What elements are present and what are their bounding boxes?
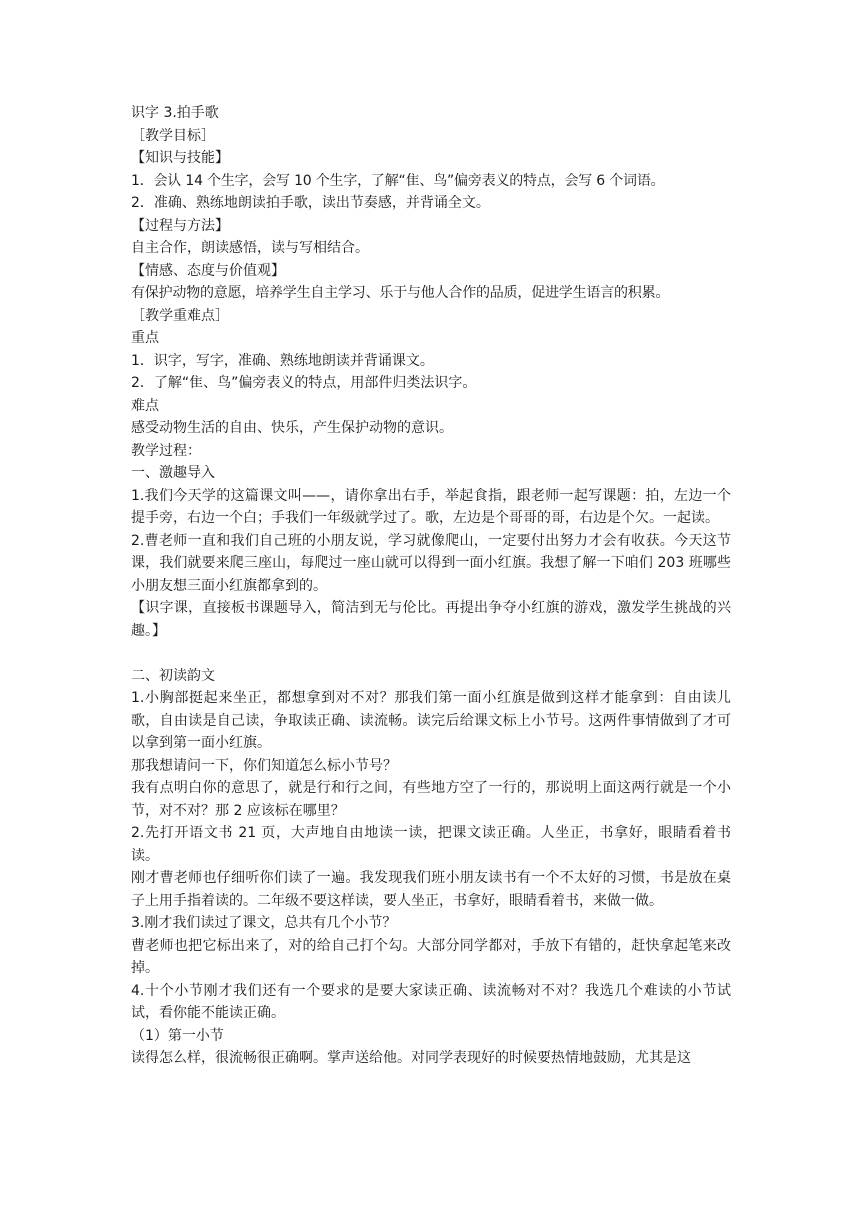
- emotion-text: 有保护动物的意愿，培养学生自主学习、乐于与他人合作的品质，促进学生语言的积累。: [131, 285, 670, 301]
- paragraph: 1.小胸部挺起来坐正，都想拿到对不对？那我们第一面小红旗是做到这样才能拿到：自由读儿歌，自由读是自己读，争取读正确、读流畅。读完后给课文标上小节号。这两件事情做到了才可以拿到第一面小红旗。: [131, 690, 731, 751]
- knowledge-skills-item: 2．准确、熟练地朗读拍手歌，读出节奏感，并背诵全文。: [131, 195, 490, 211]
- lesson-title: 识字 3.拍手歌: [131, 105, 219, 121]
- key-point-item: 2．了解“隹、鸟”偏旁表义的特点，用部件归类法识字。: [131, 375, 477, 391]
- paragraph: 2.先打开语文书 21 页，大声地自由地读一读，把课文读正确。人坐正，书拿好，眼睛看着书读。: [131, 825, 731, 864]
- paragraph: 我有点明白你的意思了，就是行和行之间，有些地方空了一行的，那说明上面这两行就是一个小节，对不对？那 2 应该标在哪里？: [131, 780, 731, 819]
- teaching-goals-heading: ［教学目标］: [131, 127, 215, 144]
- knowledge-skills-heading: 【知识与技能】: [131, 150, 229, 166]
- emotion-heading: 【情感、态度与价值观】: [131, 262, 285, 279]
- process-method-text: 自主合作，朗读感悟，读与写相结合。: [131, 240, 369, 256]
- paragraph: 1.我们今天学的这篇课文叫——，请你拿出右手，举起食指，跟老师一起写课题：拍，左边一个提手旁，右边一个白；手我们一年级就学过了。歌，左边是个哥哥的哥，右边是个欠。一起读。: [131, 487, 731, 526]
- section-heading: 一、激趣导入: [131, 465, 215, 481]
- key-difficult-heading: ［教学重难点］: [131, 307, 229, 324]
- difficult-label: 难点: [131, 397, 159, 414]
- subsection-label: （1）第一小节: [131, 1027, 224, 1044]
- paragraph: 2.曹老师一直和我们自己班的小朋友说，学习就像爬山，一定要付出努力才会有收获。今天这节课，我们就要来爬三座山，每爬过一座山就可以得到一面小红旗。我想了解一下咱们 203 班哪些小朋友想三面小红旗都拿到的。: [131, 532, 731, 594]
- difficult-text: 感受动物生活的自由、快乐，产生保护动物的意识。: [131, 420, 453, 436]
- process-method-heading: 【过程与方法】: [131, 217, 229, 234]
- document-page: [131, 102, 731, 1070]
- paragraph: 刚才曹老师也仔细听你们读了一遍。我发现我们班小朋友读书有一个不太好的习惯，书是放在桌子上用手指着读的。二年级不要这样读，要人坐正，书拿好，眼睛看着书，来做一做。: [131, 870, 731, 909]
- paragraph: 那我想请问一下，你们知道怎么标小节号？: [131, 757, 397, 774]
- knowledge-skills-item: 1．会认 14 个生字，会写 10 个生字，了解“隹、鸟”偏旁表义的特点，会写 6 个词语。: [131, 172, 665, 189]
- paragraph: 曹老师也把它标出来了，对的给自己打个勾。大部分同学都对，手放下有错的，赶快拿起笔来改掉。: [131, 937, 731, 976]
- paragraph: 3.刚才我们读过了课文，总共有几个小节？: [131, 915, 397, 931]
- key-points-label: 重点: [131, 330, 159, 346]
- commentary-note: 【识字课，直接板书课题导入，简洁到无与伦比。再提出争夺小红旗的游戏，激发学生挑战的兴趣。】: [131, 600, 731, 639]
- paragraph: 读得怎么样，很流畅很正确啊。掌声送给他。对同学表现好的时候要热情地鼓励，尤其是这: [131, 1050, 691, 1066]
- blank-line: [131, 642, 731, 665]
- process-label: 教学过程：: [131, 442, 201, 459]
- key-point-item: 1．识字，写字，准确、熟练地朗读并背诵课文。: [131, 352, 434, 369]
- paragraph: 4.十个小节刚才我们还有一个要求的是要大家读正确、读流畅对不对？我选几个难读的小节试试，看你能不能读正确。: [131, 982, 731, 1021]
- section-heading: 二、初读韵文: [131, 667, 215, 684]
